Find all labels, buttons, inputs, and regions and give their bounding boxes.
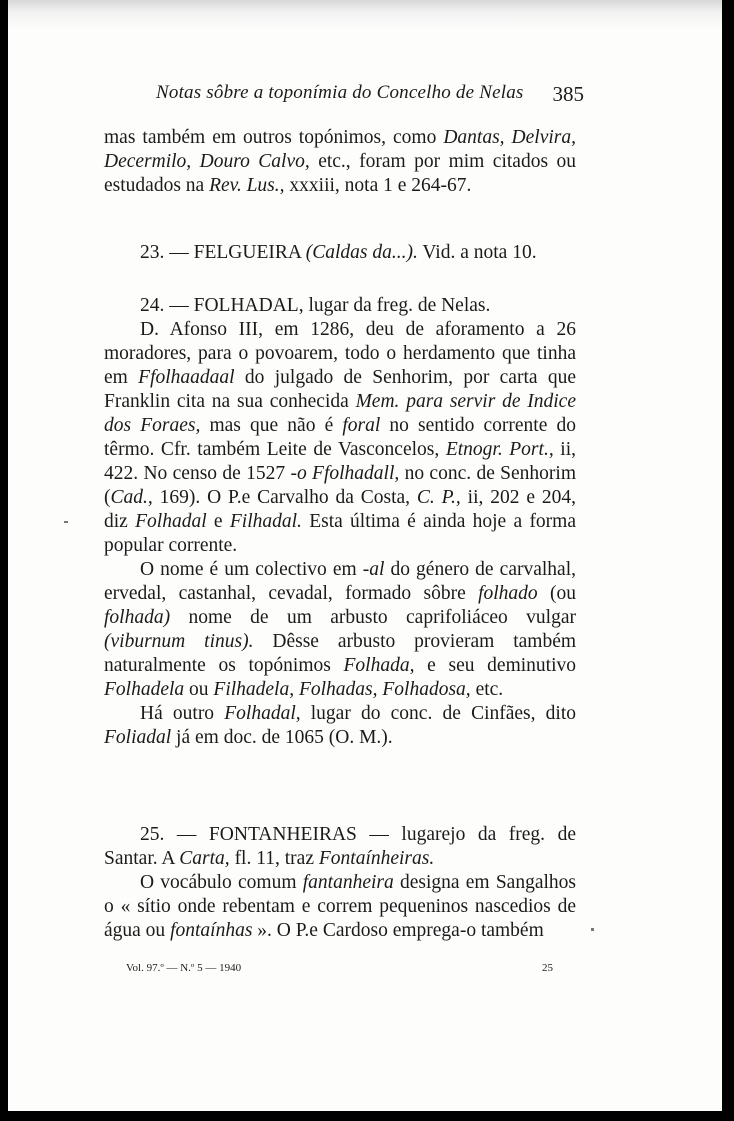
- footer-signature: Vol. 97.º — N.º 5 — 1940: [126, 962, 242, 974]
- running-header: [104, 82, 584, 112]
- entry-24-paragraph-2: [104, 558, 576, 702]
- italic-run: foral: [342, 415, 381, 436]
- entry-23: [104, 241, 576, 265]
- italic-run: (viburnum tinus).: [104, 631, 254, 652]
- intro-paragraph: [104, 126, 576, 198]
- footer-sheet-number: 25: [542, 962, 553, 974]
- text-run: no sentido corrente do têrmo. Cfr. também Leite de Vasconcelos,: [104, 415, 576, 460]
- text-run: mas que não é: [200, 415, 343, 436]
- scan-speck: [591, 928, 594, 931]
- entry-heading: 23. — FELGUEIRA: [140, 242, 306, 263]
- text-run: mas também em outros topónimos, como: [104, 127, 444, 148]
- italic-run: folhado: [478, 583, 538, 604]
- entry-25-heading: [104, 823, 576, 871]
- text-run: fl. 11, traz: [229, 848, 319, 869]
- italic-run: Foliadal: [104, 727, 172, 748]
- scan-speck: [64, 521, 68, 523]
- text-run: Dêsse arbusto provieram também naturalmente os topónimos: [104, 631, 577, 676]
- italic-run: fontaínhas: [170, 920, 253, 941]
- text-run: ou: [184, 679, 214, 700]
- italic-run: Dantas, Delvira, Decermilo, Douro Calvo,: [104, 127, 576, 172]
- text-run: do género de carvalhal, ervedal, castanhal, cevadal, formado sôbre: [104, 559, 576, 604]
- running-title: Notas sôbre a toponímia do Concelho de Nelas: [156, 82, 524, 103]
- text-run: no conc. de Senhorim (: [104, 463, 577, 508]
- italic-run: Folhadal,: [224, 703, 301, 724]
- text-run: xxxiii, nota 1 e 264-67.: [284, 175, 472, 196]
- scan-top-shadow: [8, 0, 722, 30]
- page-number: 385: [552, 82, 584, 106]
- italic-run: Mem. para servir de Indice dos Foraes,: [104, 391, 576, 436]
- italic-run: Folhada,: [343, 655, 415, 676]
- entry-24-paragraph-3: [104, 702, 576, 750]
- entry-24-paragraph-1: [104, 318, 576, 558]
- text-run: 169). O P.e Carvalho da Costa,: [152, 487, 417, 508]
- text-run: ii, 202 e 204, diz: [104, 487, 577, 532]
- italic-run: C. P.,: [416, 487, 461, 508]
- italic-run: Cad.,: [110, 487, 153, 508]
- text-run: e seu deminutivo: [414, 655, 576, 676]
- italic-run: -o Ffolhadall,: [290, 463, 400, 484]
- text-run: Esta última é ainda hoje a forma popular corrente.: [104, 511, 576, 556]
- text-run: nome de um arbusto caprifoliáceo vulgar: [170, 607, 576, 628]
- text-run: já em doc. de 1065 (O. M.).: [171, 727, 393, 748]
- italic-run: Rev. Lus.,: [209, 175, 285, 196]
- italic-run: Fontaínheiras.: [318, 848, 435, 869]
- italic-run: (Caldas da...).: [305, 242, 418, 263]
- text-run: e: [206, 511, 230, 532]
- text-run: ii, 422. No censo de 1527: [104, 439, 576, 484]
- text-run: D. Afonso III, em 1286, deu de aforamento a 26 moradores, para o povoarem, todo o herdamento que tinha em: [104, 319, 576, 388]
- text-run: O nome é um colectivo em: [140, 559, 363, 580]
- italic-run: -al: [362, 559, 385, 580]
- text-run: etc.: [470, 679, 504, 700]
- italic-run: folhada): [104, 607, 171, 628]
- entry-25: [104, 823, 576, 943]
- italic-run: Etnogr. Port.,: [445, 439, 554, 460]
- text-run: etc., foram por mim citados ou estudados na: [104, 151, 576, 196]
- italic-run: Filhadela, Folhadas, Folhadosa,: [213, 679, 471, 700]
- entry-25-paragraph-1: [104, 871, 576, 943]
- text-run: do julgado de Senhorim, por carta que Franklin cita na sua conhecida: [104, 367, 576, 412]
- text-run: Há outro: [140, 703, 225, 724]
- text-run: 25. — FONTANHEIRAS — lugarejo da freg. de Santar. A: [104, 824, 576, 869]
- entry-24: [104, 294, 576, 750]
- text-run: O vocábulo comum: [140, 872, 303, 893]
- italic-run: Filhadal.: [229, 511, 302, 532]
- entry-heading: 24. — FOLHADAL, lugar da freg. de Nelas.: [140, 295, 491, 316]
- italic-run: Folhadal: [135, 511, 207, 532]
- italic-run: Folhadela: [104, 679, 185, 700]
- text-run: Vid. a nota 10.: [417, 242, 537, 263]
- text-run: ». O P.e Cardoso emprega-o também: [252, 920, 544, 941]
- text-run: lugar do conc. de Cinfães, dito: [300, 703, 577, 724]
- italic-run: Ffolhaadaal: [138, 367, 235, 388]
- text-run: (ou: [537, 583, 576, 604]
- italic-run: fantanheira: [302, 872, 394, 893]
- text-run: designa em Sangalhos o « sítio onde rebentam e correm pequeninos nascedios de água ou: [104, 872, 576, 941]
- italic-run: Carta,: [179, 848, 230, 869]
